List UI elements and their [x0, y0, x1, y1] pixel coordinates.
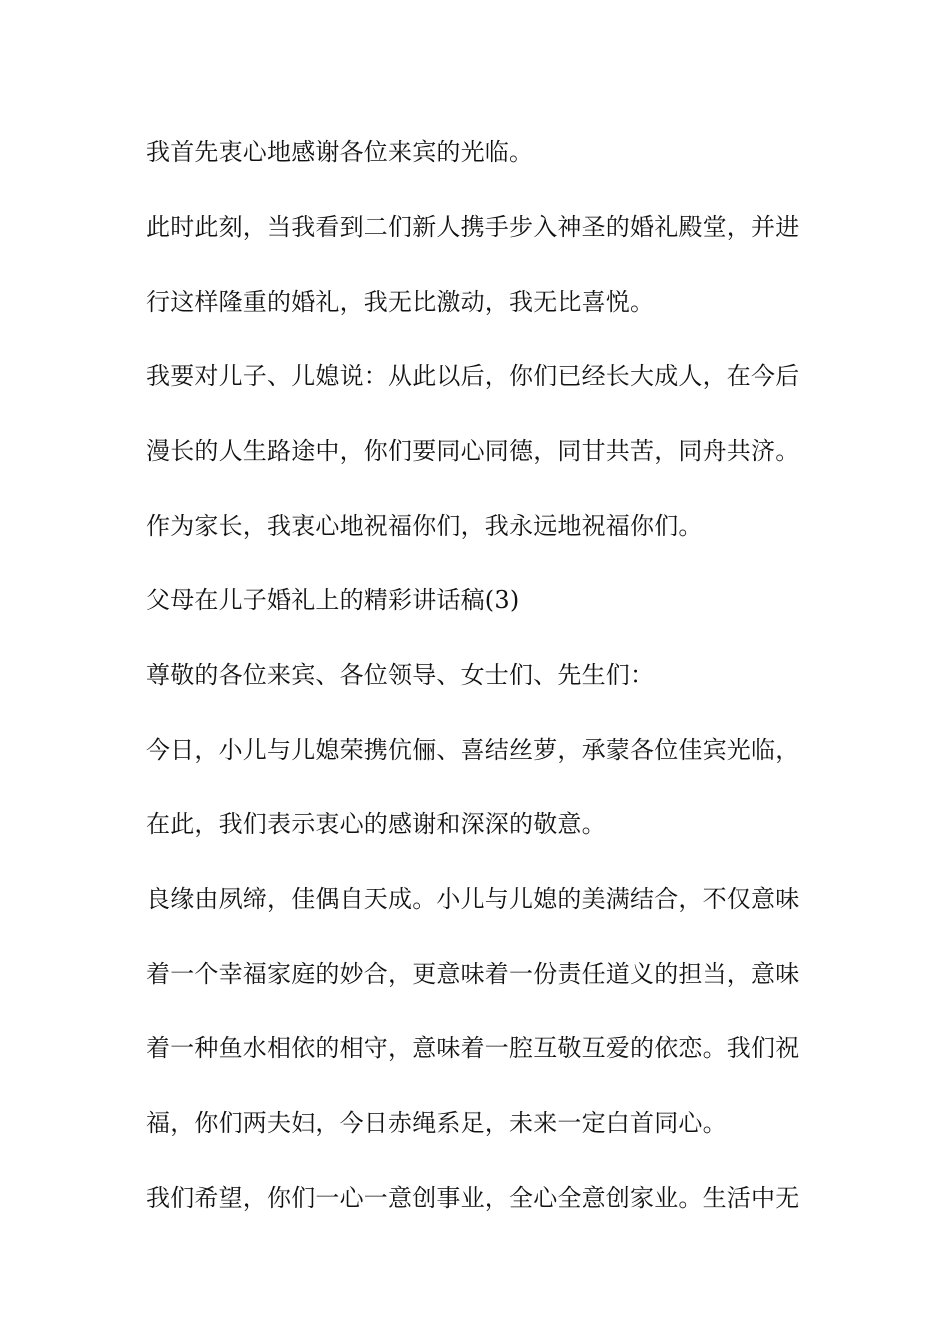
salutation-line: 尊敬的各位来宾、各位领导、女士们、先生们： [146, 661, 655, 689]
text-line: 良缘由夙缔，佳偶自天成。小儿与儿媳的美满结合，不仅意味 [146, 885, 800, 913]
text-line: 我们希望，你们一心一意创事业，全心全意创家业。生活中无 [146, 1184, 800, 1212]
text-line: 行这样隆重的婚礼，我无比激动，我无比喜悦。 [146, 288, 655, 316]
text-line: 我要对儿子、儿媳说：从此以后，你们已经长大成人，在今后 [146, 362, 800, 390]
text-line: 福，你们两夫妇，今日赤绳系足，未来一定白首同心。 [146, 1109, 727, 1137]
text-line: 今日，小儿与儿媳荣携伉俪、喜结丝萝，承蒙各位佳宾光临， [146, 736, 800, 764]
text-line: 作为家长，我衷心地祝福你们，我永远地祝福你们。 [146, 512, 703, 540]
section-heading: 父母在儿子婚礼上的精彩讲话稿(3) [146, 586, 520, 614]
text-line: 着一种鱼水相依的相守，意味着一腔互敬互爱的依恋。我们祝 [146, 1034, 800, 1062]
text-line: 我首先衷心地感谢各位来宾的光临。 [146, 138, 534, 166]
text-line: 在此，我们表示衷心的感谢和深深的敬意。 [146, 810, 606, 838]
text-line: 漫长的人生路途中，你们要同心同德，同甘共苦，同舟共济。 [146, 437, 800, 465]
text-line: 此时此刻，当我看到二们新人携手步入神圣的婚礼殿堂，并进 [146, 213, 800, 241]
text-line: 着一个幸福家庭的妙合，更意味着一份责任道义的担当，意味 [146, 960, 800, 988]
